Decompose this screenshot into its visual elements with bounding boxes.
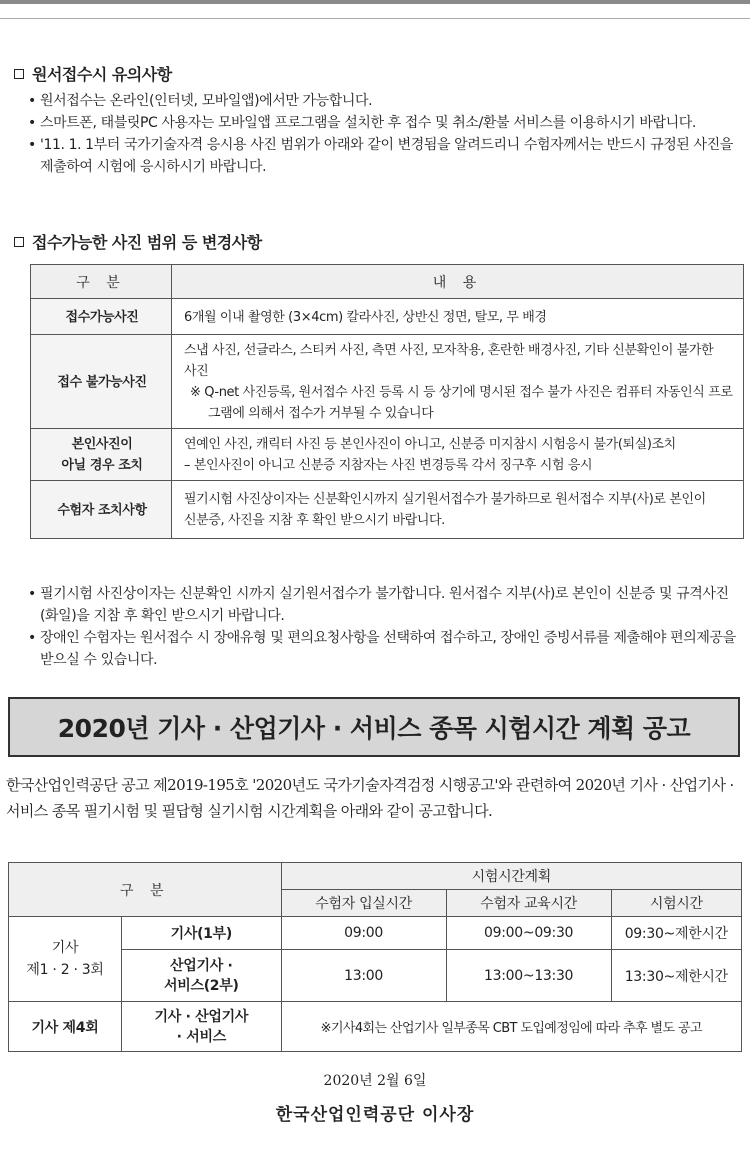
section-heading-application-notes: 원서접수시 유의사항 xyxy=(14,62,172,85)
row-label: 본인사진이 아닐 경우 조치 xyxy=(31,429,172,481)
schedule-table xyxy=(8,862,742,1052)
table-row xyxy=(31,299,744,335)
list-item: • 필기시험 사진상이자는 신분확인 시까지 실기원서접수가 불가합니다. 원서접수 지부(사)로 본인이 신분증 및 규격사진(화일)을 지참 후 확인 받으시기 바랍니다. xyxy=(28,583,743,627)
notice-intro: 한국산업인력공단 공고 제2019-195호 '2020년도 국가기술자격검정 시행공고'와 관련하여 2020년 기사 · 산업기사 · 서비스 종목 필기시험 및 필답형 실기시험 시간계획을 아래와 같이 공고합니다. xyxy=(6,776,734,820)
type-label: 기사 · 산업기사 · 서비스 xyxy=(122,1002,282,1052)
application-notes-list xyxy=(28,90,743,178)
table-header-row xyxy=(31,265,744,299)
header-entry-time: 수험자 입실시간 xyxy=(281,890,446,917)
row-label: 수험자 조치사항 xyxy=(31,481,172,539)
exam-time: 13:30~제한시간 xyxy=(611,950,741,1002)
list-item: • 스마트폰, 태블릿PC 사용자는 모바일앱 프로그램을 설치한 후 접수 및 취소/환불 서비스를 이용하시기 바랍니다. xyxy=(28,112,743,134)
notice-date: 2020년 2월 6일 xyxy=(323,1073,427,1089)
row-label: 접수 불가능사진 xyxy=(31,335,172,429)
header-category: 구 분 xyxy=(9,863,282,917)
table-row xyxy=(31,335,744,429)
top-divider xyxy=(0,18,750,19)
photo-rules-table xyxy=(30,264,744,539)
group-label: 기사 제4회 xyxy=(9,1002,122,1052)
header-content: 내 용 xyxy=(172,265,744,299)
photo-notes-list xyxy=(28,583,743,671)
checkbox-square-icon xyxy=(14,69,24,79)
notice-signer: 한국산업인력공단 이사장 xyxy=(275,1105,475,1125)
entry-time: 13:00 xyxy=(281,950,446,1002)
cbt-note: ※기사4회는 산업기사 일부종목 CBT 도입예정임에 따라 추후 별도 공고 xyxy=(281,1002,741,1052)
education-time: 13:00~13:30 xyxy=(446,950,611,1002)
notice-title-box xyxy=(8,697,740,757)
row-content: 필기시험 사진상이자는 신분확인시까지 실기원서접수가 불가하므로 원서접수 지부(사)로 본인이 신분증, 사진을 지참 후 확인 받으시기 바랍니다. xyxy=(172,481,744,539)
entry-time: 09:00 xyxy=(281,917,446,950)
row-content: 6개월 이내 촬영한 (3×4cm) 칼라사진, 상반신 정면, 탈모, 무 배경 xyxy=(172,299,744,335)
header-plan: 시험시간계획 xyxy=(281,863,741,890)
top-border xyxy=(0,0,750,4)
type-label: 산업기사 · 서비스(2부) xyxy=(122,950,282,1002)
header-category: 구 분 xyxy=(31,265,172,299)
checkbox-square-icon xyxy=(14,237,24,247)
table-header-row xyxy=(9,863,742,890)
row-content: 스냅 사진, 선글라스, 스티커 사진, 측면 사진, 모자착용, 혼란한 배경사진, 기타 신분확인이 불가한 사진 ※ Q-net 사진등록, 원서접수 사진 등록 시 등 상기에 명시된 접수 불가 사진은 컴퓨터 자동인식 프로그램에 의해서 접수가 거부될 수 있습니다 xyxy=(172,335,744,429)
type-label: 기사(1부) xyxy=(122,917,282,950)
list-item: • '11. 1. 1부터 국가기술자격 응시용 사진 범위가 아래와 같이 변경됨을 알려드리니 수험자께서는 반드시 규정된 사진을 제출하여 시험에 응시하시기 바랍니다. xyxy=(28,134,743,178)
group-label: 기사 제1 · 2 · 3회 xyxy=(9,917,122,1002)
notice-title: 2020년 기사 · 산업기사 · 서비스 종목 시험시간 계획 공고 xyxy=(57,714,691,743)
table-row xyxy=(9,917,742,950)
row-content: 연예인 사진, 캐릭터 사진 등 본인사진이 아니고, 신분증 미지참시 시험응시 불가(퇴실)조치 – 본인사진이 아니고 신분증 지참자는 사진 변경등록 각서 징구후 시험 응시 xyxy=(172,429,744,481)
exam-time: 09:30~제한시간 xyxy=(611,917,741,950)
list-item: • 장애인 수험자는 원서접수 시 장애유형 및 편의요청사항을 선택하여 접수하고, 장애인 증빙서류를 제출해야 편의제공을 받으실 수 있습니다. xyxy=(28,627,743,671)
list-item: • 원서접수는 온라인(인터넷, 모바일앱)에서만 가능합니다. xyxy=(28,90,743,112)
table-row xyxy=(31,481,744,539)
table-row xyxy=(31,429,744,481)
row-label: 접수가능사진 xyxy=(31,299,172,335)
section-heading-photo-changes: 접수가능한 사진 범위 등 변경사항 xyxy=(14,230,262,253)
header-education-time: 수험자 교육시간 xyxy=(446,890,611,917)
header-exam-time: 시험시간 xyxy=(611,890,741,917)
table-row xyxy=(9,1002,742,1052)
education-time: 09:00~09:30 xyxy=(446,917,611,950)
